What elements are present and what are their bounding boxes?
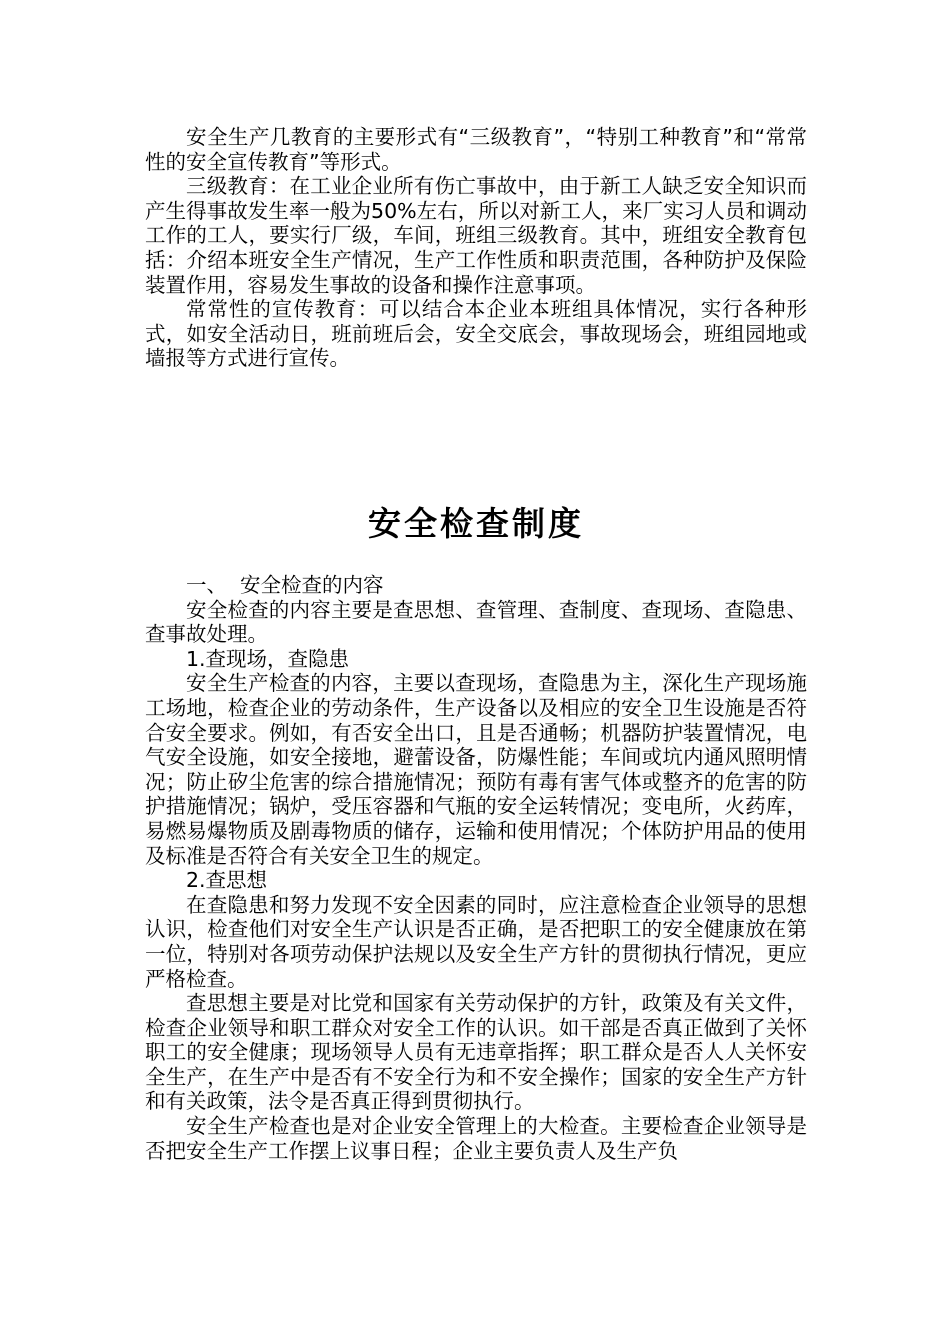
subsection-heading: 1.查现场，查隐患 xyxy=(186,646,350,671)
subsection-heading: 2.查思想 xyxy=(186,868,268,893)
intro-paragraph: 三级教育：在工业企业所有伤亡事故中，由于新工人缺乏安全知识而产生得事故发生率一般为50%左右，所以对新工人，来厂实习人员和调动工作的工人，要实行厂级，车间，班组三级教育。其中，班组安全教育包括：介绍本班安全生产情况，生产工作性质和职责范围，各种防护及保险装置作用，容易发生事故的设备和操作注意事项。 xyxy=(145,174,807,297)
body-paragraph: 在查隐患和努力发现不安全因素的同时，应注意检查企业领导的思想认识，检查他们对安全生产认识是否正确，是否把职工的安全健康放在第一位，特别对各项劳动保护法规以及安全生产方针的贯彻执行情况，更应严格检查。 xyxy=(145,892,807,991)
intro-paragraph: 安全生产几教育的主要形式有“三级教育”，“特别工种教育”和“常常性的安全宣传教育”等形式。 xyxy=(145,125,807,174)
body-paragraph: 查思想主要是对比党和国家有关劳动保护的方针，政策及有关文件，检查企业领导和职工群众对安全工作的认识。如干部是否真正做到了关怀职工的安全健康；现场领导人员有无违章指挥；职工群众是否人人关怀安全生产，在生产中是否有不安全行为和不安全操作；国家的安全生产方针和有关政策，法令是否真正得到贯彻执行。 xyxy=(145,991,807,1114)
section-heading: 一、 安全检查的内容 xyxy=(186,573,384,597)
body-paragraph: 安全生产检查的内容，主要以查现场，查隐患为主，深化生产现场施工场地，检查企业的劳动条件，生产设备以及相应的安全卫生设施是否符合安全要求。例如，有否安全出口，且是否通畅；机器防护装置情况，电气安全设施，如安全接地，避蕾设备，防爆性能；车间或坑内通风照明情况；防止矽尘危害的综合措施情况；预防有毒有害气体或整齐的危害的防护措施情况；锅炉，受压容器和气瓶的安全运转情况；变电所，火药库，易燃易爆物质及剧毒物质的储存，运输和使用情况；个体防护用品的使用及标准是否符合有关安全卫生的规定。 xyxy=(145,671,807,868)
intro-paragraph: 常常性的宣传教育：可以结合本企业本班组具体情况，实行各种形式，如安全活动日，班前班后会，安全交底会，事故现场会，班组园地或墙报等方式进行宣传。 xyxy=(145,297,807,371)
section-title: 安全检查制度 xyxy=(368,504,584,543)
section-text-block xyxy=(145,573,807,1163)
body-paragraph: 安全生产检查也是对企业安全管理上的大检查。主要检查企业领导是否把安全生产工作摆上议事日程；企业主要负责人及生产负 xyxy=(145,1114,807,1163)
body-paragraph: 安全检查的内容主要是查思想、查管理、查制度、查现场、查隐患、查事故处理。 xyxy=(145,597,807,647)
intro-text-block xyxy=(145,125,807,371)
